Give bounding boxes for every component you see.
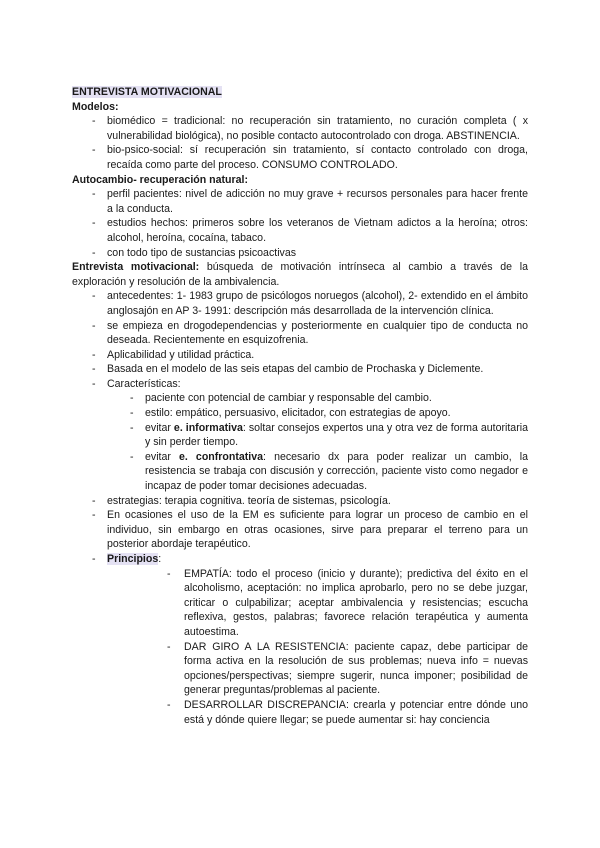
list-item (72, 450, 528, 494)
heading-em: Entrevista motivacional: (72, 261, 200, 274)
list-item: - estrategias: terapia cognitiva. teoría de sistemas, psicología. (72, 494, 528, 509)
list-item: - estilo: empático, persuasivo, elicitador, con estrategias de apoyo. (72, 406, 528, 421)
em-list (72, 289, 528, 727)
list-item (72, 421, 528, 450)
list-item: - con todo tipo de sustancias psicoactivas (72, 246, 528, 261)
document-title (72, 85, 528, 100)
text: evitar (145, 450, 179, 463)
list-item: - DESARROLLAR DISCREPANCIA: crearla y potenciar entre dónde uno está y dónde quiere llegar; se puede aumentar si: hay conciencia (72, 698, 528, 727)
text: : necesario dx para poder realizar un cambio, la resistencia se trabaja con discusión y corrección, paciente visto como negador e incapaz de poder tomar decisiones adecuadas. (145, 450, 528, 493)
heading-autocambio: Autocambio- recuperación natural: (72, 173, 249, 186)
list-item: - perfil pacientes: nivel de adicción no muy grave + recursos personales para hacer frente a la conducta. (72, 187, 528, 216)
list-item: - antecedentes: 1- 1983 grupo de psicólogos noruegos (alcohol), 2- extendido en el ámbito anglosajón en AP 3- 1991: descripción más desarrollada de la intervención clínica. (72, 289, 528, 318)
list-item: - biomédico = tradicional: no recuperación sin tratamiento, no curación completa ( x vulnerabilidad biológica), no posible contacto autocontrolado con droga. ABSTINENCIA. (72, 114, 528, 143)
list-item: - paciente con potencial de cambiar y responsable del cambio. (72, 391, 528, 406)
autocambio-list (72, 187, 528, 260)
list-item: - En ocasiones el uso de la EM es suficiente para lograr un proceso de cambio en el individuo, sin embargo en otras ocasiones, sirve para preparar el terreno para un posterior abordaje terapéutico. (72, 508, 528, 552)
document-body (72, 85, 528, 727)
list-item: - bio-psico-social: sí recuperación sin tratamiento, sí contacto controlado con droga, recaída como parte del proceso. CONSUMO CONTROLADO. (72, 143, 528, 172)
list-item: - estudios hechos: primeros sobre los veteranos de Vietnam adictos a la heroína; otros: alcohol, heroína, cocaína, tabaco. (72, 216, 528, 245)
list-item: - se empieza en drogodependencias y posteriormente en cualquier tipo de conducta no deseada. Recientemente en esquizofrenia. (72, 319, 528, 348)
em-paragraph (72, 260, 528, 289)
text: : soltar consejos expertos una y otra vez de forma autoritaria y sin perder tiempo. (145, 421, 528, 449)
heading-principios: Principios (107, 553, 159, 565)
bold-term: e. informativa (173, 421, 243, 434)
text: evitar (145, 421, 174, 434)
list-item: - Características: (72, 377, 528, 392)
em-intro: búsqueda de motivación intrínseca al cambio a través de la exploración y resolución de la ambivalencia. (72, 261, 528, 288)
list-item: - Aplicabilidad y utilidad práctica. (72, 348, 528, 363)
colon: : (158, 553, 162, 565)
list-item: - EMPATÍA: todo el proceso (inicio y durante); predictiva del éxito en el alcoholismo, aceptación: no implica aprobarlo, pero no se debe juzgar, criticar o culpabilizar; aceptar ambivalencia y resistencias; escucha reflexiva, gestos, palabras; favorece relación terapéutica y aumenta autoestima. (72, 567, 528, 640)
list-item: - Basada en el modelo de las seis etapas del cambio de Prochaska y Diclemente. (72, 362, 528, 377)
modelos-list (72, 114, 528, 172)
heading-modelos: Modelos: (72, 100, 119, 113)
list-item (72, 552, 528, 567)
list-item: - DAR GIRO A LA RESISTENCIA: paciente capaz, debe participar de forma activa en la resolución de sus problemas; nueva info = nuevas opciones/perspectivas; siempre sugerir, nunca imponer; posibilidad de generar preguntas/problemas al paciente. (72, 640, 528, 698)
title-text: ENTREVISTA MOTIVACIONAL (72, 86, 222, 98)
bold-term: e. confrontativa (179, 450, 264, 463)
